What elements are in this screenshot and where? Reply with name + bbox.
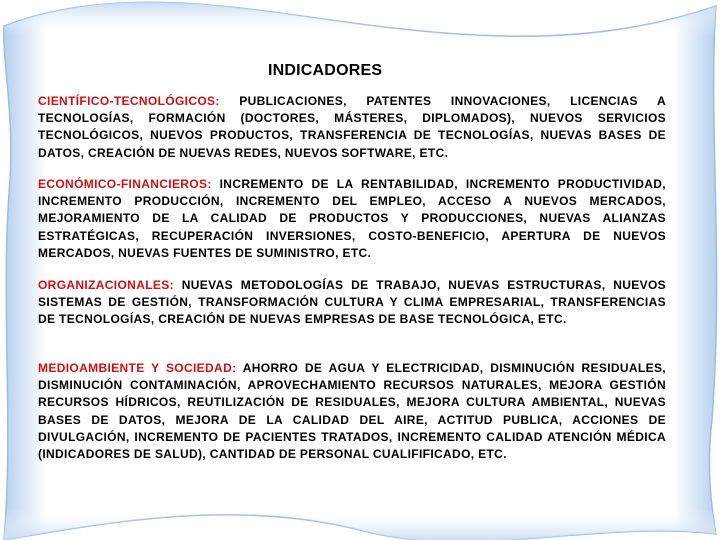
section-text: AHORRO DE AGUA Y ELECTRICIDAD, DISMINUCIÓN RESIDUALES, DISMINUCIÓN CONTAMINACIÓN, APROVECHAMIENTO RECURSOS NATURALES, MEJORA GESTIÓN RECURSOS HÍDRICOS, REUTILIZACIÓN DE RESIDUALES, MEJORA CULTURA AMBIENTAL, NUEVAS BASES DE DATOS, MEJORA DE LA CALIDAD DEL AIRE, ACTITUD PUBLICA, ACCIONES DE DIVULGACIÓN, INCREMENTO DE PACIENTES TRATADOS, INCREMENTO CALIDAD ATENCIÓN MÉDICA (INDICADORES DE SALUD), CANTIDAD DE PERSONAL CUALIFIFICADO, ETC.: [38, 361, 666, 462]
page-title: INDICADORES: [268, 62, 383, 79]
section-label: MEDIOAMBIENTE Y SOCIEDAD:: [38, 361, 237, 375]
section-text: PUBLICACIONES, PATENTES INNOVACIONES, LICENCIAS A TECNOLOGÍAS, FORMACIÓN (DOCTORES, MÁSTERES, DIPLOMADOS), NUEVOS SERVICIOS TECNOLÓGICOS, NUEVOS PRODUCTOS, TRANSFERENCIA DE TECNOLOGÍAS, NUEVAS BASES DE DATOS, CREACIÓN DE NUEVAS REDES, NUEVOS SOFTWARE, ETC.: [38, 94, 666, 160]
section-organizacionales: [38, 277, 666, 329]
section-label: CIENTÍFICO-TECNOLÓGICOS:: [38, 94, 220, 108]
section-economico-financieros: [38, 176, 666, 262]
section-cientifico-tecnologicos: [38, 93, 666, 162]
section-text: NUEVAS METODOLOGÍAS DE TRABAJO, NUEVAS ESTRUCTURAS, NUEVOS SISTEMAS DE GESTIÓN, TRANSFORMACIÓN CULTURA Y CLIMA EMPRESARIAL, TRANSFERENCIAS DE TECNOLOGÍAS, CREACIÓN DE NUEVAS EMPRESAS DE BASE TECNOLÓGICA, ETC.: [38, 278, 666, 327]
section-text: INCREMENTO DE LA RENTABILIDAD, INCREMENTO PRODUCTIVIDAD, INCREMENTO PRODUCCIÓN, INCREMENTO DEL EMPLEO, ACCESO A NUEVOS MERCADOS, MEJORAMIENTO DE LA CALIDAD DE PRODUCTOS Y PRODUCCIONES, NUEVAS ALIANZAS ESTRATÉGICAS, RECUPERACIÓN INVERSIONES, COSTO-BENEFICIO, APERTURA DE NUEVOS MERCADOS, NUEVAS FUENTES DE SUMINISTRO, ETC.: [38, 177, 666, 260]
section-medioambiente-sociedad: [38, 360, 666, 463]
section-label: ECONÓMICO-FINANCIEROS:: [38, 177, 212, 191]
section-label: ORGANIZACIONALES:: [38, 278, 174, 292]
